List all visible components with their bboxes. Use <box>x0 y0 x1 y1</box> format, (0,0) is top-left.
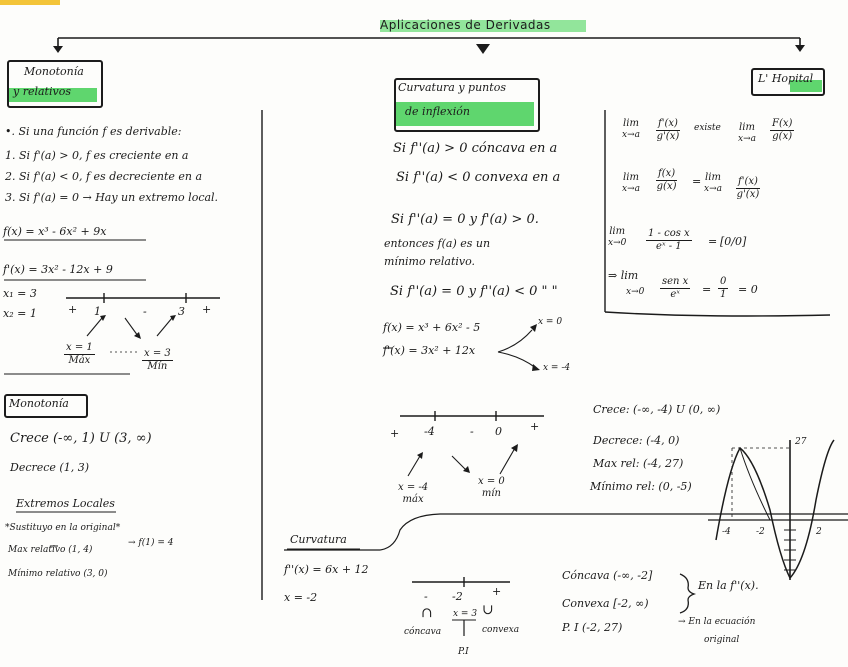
entonces-line1: entonces f(a) es un <box>384 237 491 250</box>
lh3-num: 1 - cos x <box>648 228 690 239</box>
lh2-lim-word: lim <box>623 172 639 183</box>
lh3-lim-word: lim <box>609 226 626 237</box>
max-note: → f(1) = 4 <box>128 538 174 548</box>
lh4-res-frac <box>718 276 728 300</box>
lh1-frac2 <box>770 118 794 142</box>
lh1-den2: g(x) <box>772 130 793 142</box>
mid-sign-1: + <box>390 427 400 440</box>
graph-label-y: 27 <box>795 437 807 447</box>
graph-label-xc: 2 <box>816 527 822 537</box>
lh1-lim <box>622 118 640 140</box>
mid-sign-2: - <box>470 425 474 438</box>
lh1-num2: F(x) <box>772 118 793 129</box>
mid-sign-v2: 0 <box>495 425 502 438</box>
extremos-title: Extremos Locales <box>16 497 115 510</box>
lh2-frac2 <box>736 176 760 200</box>
left-ext-max-top: x = 1 <box>66 342 93 353</box>
mid-ext-max-top: x = -4 <box>398 482 429 493</box>
mid-ext-max <box>398 482 428 505</box>
sustituyo-note: *Sustituyo en la original* <box>5 523 121 533</box>
mid-sign-3: + <box>530 420 540 433</box>
lh2-den: g(x) <box>656 180 677 192</box>
lh1-num: f'(x) <box>658 118 678 129</box>
left-crece: Crece (-∞, 1) U (3, ∞) <box>10 431 152 446</box>
concava-rule: Si f''(a) > 0 cóncava en a <box>393 141 558 156</box>
mid-ext-min <box>478 476 505 499</box>
curv-xmark: x = 3 <box>453 609 478 619</box>
left-ext-min-top: x = 3 <box>144 348 171 359</box>
lh1-existe: existe <box>694 123 721 133</box>
pi-note-1: → En la ecuación <box>678 617 756 627</box>
lh4-res-den: 1 <box>720 288 727 300</box>
root-x2: x₂ = 1 <box>3 307 37 320</box>
rule-3: 3. Si f'(a) = 0 → Hay un extremo local. <box>5 191 219 204</box>
mid-crece: Crece: (-∞, -4) U (0, ∞) <box>593 403 721 416</box>
curv-concava-label: cóncava <box>404 627 442 637</box>
left-sign-v2: 3 <box>178 305 185 318</box>
left-ext-min <box>142 348 173 372</box>
lh3-eq: = <box>708 235 718 248</box>
entonces-line2: mínimo relativo. <box>384 255 476 268</box>
lh3-den: eˣ - 1 <box>656 240 682 252</box>
graph-label-xa: -4 <box>722 527 731 537</box>
lh3-lim-under: x→0 <box>608 237 627 248</box>
cup-symbol: ∪ <box>482 602 494 618</box>
lh2-num: f(x) <box>658 168 676 179</box>
cap-symbol: ∩ <box>421 605 433 621</box>
mid-maxrel: Max rel: (-4, 27) <box>593 457 684 470</box>
monotonia-header-line2: y relativos <box>13 85 71 98</box>
pi-note-2: original <box>704 635 740 645</box>
lh1-lim2-word: lim <box>739 122 755 133</box>
lh4-prefix: ⇒ lim <box>608 269 639 282</box>
curv-sign-v1: -2 <box>452 590 463 603</box>
lhopital-header: L' Hopital <box>758 72 814 85</box>
lh3-result: [0/0] <box>720 235 747 248</box>
lh1-lim2 <box>738 122 756 144</box>
function-gpx: f'(x) = 3x² + 12x <box>383 344 476 357</box>
left-ext-max-bot: Máx <box>68 354 91 366</box>
left-decrece: Decrece (1, 3) <box>10 461 89 474</box>
curvatura-header-line1: Curvatura y puntos <box>398 81 506 94</box>
lh2-lim2-word: lim <box>705 172 721 183</box>
root-neg4: x = -4 <box>543 363 571 373</box>
lh4-eq: = <box>702 283 712 296</box>
curv-xval: x = -2 <box>284 591 318 604</box>
function-fx: f(x) = x³ - 6x² + 9x <box>3 225 107 238</box>
mid-minrel: Mínimo rel: (0, -5) <box>590 480 692 493</box>
curv-fpp: f''(x) = 6x + 12 <box>284 563 369 576</box>
lh2-lim2 <box>704 172 722 194</box>
lh3-frac <box>646 228 692 252</box>
page-title: Aplicaciones de Derivadas <box>380 18 551 32</box>
lh4-den: eˣ <box>670 288 680 300</box>
curv-convexa-label: convexa <box>482 625 520 635</box>
lh4-res-num: 0 <box>720 276 727 287</box>
curv-pi-label: P.I <box>458 647 469 657</box>
lh2-lim-under: x→a <box>622 183 640 194</box>
min-relativo: Mínimo relativo (3, 0) <box>8 569 108 579</box>
function-fpx: f'(x) = 3x² - 12x + 9 <box>3 263 113 276</box>
lh4-num: sen x <box>662 276 689 287</box>
lh1-lim2-under: x→a <box>738 133 756 144</box>
graph-label-xb: -2 <box>756 527 765 537</box>
lh1-den: g'(x) <box>656 130 680 142</box>
left-ext-min-bot: Mín <box>147 360 168 372</box>
mid-ext-min-bot: mín <box>481 487 501 499</box>
convexa-rule: Si f''(a) < 0 convexa en a <box>396 170 561 185</box>
function-gx: f(x) = x³ + 6x² - 5 <box>383 321 481 334</box>
mid-ext-max-bot: máx <box>402 493 424 505</box>
concava-interval: Cóncava (-∞, -2] <box>562 569 653 582</box>
lh1-lim-word: lim <box>623 118 639 129</box>
rule-1: 1. Si f'(a) > 0, f es creciente en a <box>5 149 189 162</box>
curvatura-header-line2: de inflexión <box>405 105 470 118</box>
condition-2: Si f''(a) = 0 y f''(a) < 0 " " <box>390 284 558 299</box>
curv-sign-1: - <box>424 590 428 603</box>
lh2-frac <box>656 168 677 192</box>
lh4-final: = 0 <box>738 283 758 296</box>
rule-intro: •. Si una función f es derivable: <box>5 125 182 138</box>
monotonia-header-line1: Monotonía <box>24 65 84 78</box>
lh3-lim <box>608 226 626 248</box>
lh1-lim-under: x→a <box>622 129 640 140</box>
curvatura-title: Curvatura <box>290 533 347 546</box>
left-sign-3: + <box>202 303 212 316</box>
root-0: x = 0 <box>538 317 563 327</box>
lh4-frac <box>660 276 690 300</box>
max-relativo: Max relativo (1, 4) <box>8 545 93 555</box>
monotonia-box-label: Monotonía <box>9 397 69 410</box>
lh2-num2: f'(x) <box>738 176 758 187</box>
lh2-den2: g'(x) <box>736 188 760 200</box>
condition-1: Si f''(a) = 0 y f'(a) > 0. <box>391 212 539 227</box>
left-sign-v1: 1 <box>94 305 101 318</box>
mid-ext-min-top: x = 0 <box>478 476 505 487</box>
lh2-lim <box>622 172 640 194</box>
curv-sign-2: + <box>492 585 502 598</box>
lh2-lim2-under: x→a <box>704 183 722 194</box>
en-la-fpp: En la f''(x). <box>698 579 759 592</box>
pi-point: P. I (-2, 27) <box>562 621 623 634</box>
convexa-interval: Convexa [-2, ∞) <box>562 597 649 610</box>
root-x1: x₁ = 3 <box>3 287 37 300</box>
lh1-frac <box>656 118 680 142</box>
mid-decrece: Decrece: (-4, 0) <box>593 434 680 447</box>
lh4-under: x→0 <box>626 287 645 297</box>
lh2-eq: = <box>692 175 702 188</box>
mid-sign-v1: -4 <box>424 425 435 438</box>
rule-2: 2. Si f'(a) < 0, f es decreciente en a <box>5 170 203 183</box>
left-ext-max <box>64 342 95 366</box>
left-sign-2: - <box>143 305 147 318</box>
left-sign-1: + <box>68 303 78 316</box>
